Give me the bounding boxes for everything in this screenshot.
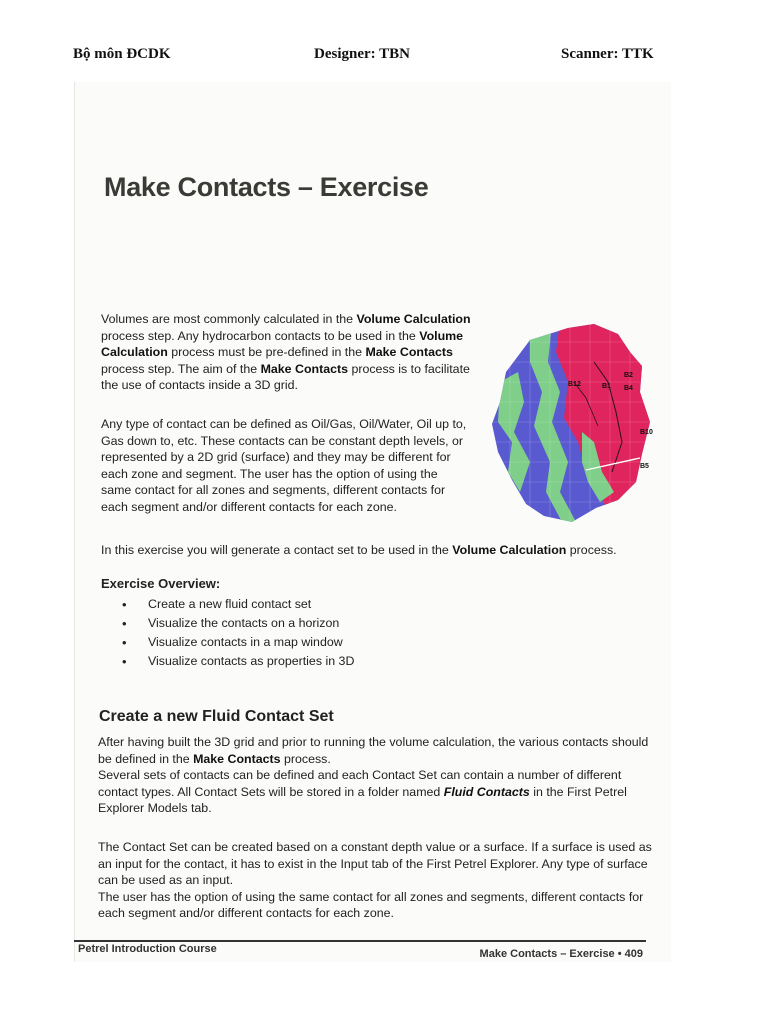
document-header (0, 46, 768, 66)
page-title: Make Contacts – Exercise (104, 172, 429, 202)
list-item: • Create a new fluid contact set (122, 595, 354, 614)
list-item: • Visualize contacts in a map window (122, 633, 354, 652)
footer-divider (74, 940, 646, 942)
exercise-overview-title: Exercise Overview: (101, 576, 221, 591)
intro-paragraph: Volumes are most commonly calculated in the Volume Calculation process step. Any hydrocarbon contacts to be used in the Volume Calculation process must be pre-defined in the Make Contacts process step. The aim of the Make Contacts process is to facilitate the use of contacts inside a 3D grid. (101, 312, 471, 392)
footer-course-title: Petrel Introduction Course (78, 943, 217, 955)
section-paragraph-1: After having built the 3D grid and prior to running the volume calculation, the various contacts should be defined in the Make Contacts process. Several sets of contacts can be defined and each Contact Set can contain a number of different contact types. All Contact Sets will be stored in a folder named Fluid Contacts in the First Petrel Explorer Models tab. (98, 735, 649, 815)
list-item: • Visualize the contacts on a horizon (122, 614, 354, 633)
scanned-page (74, 82, 671, 962)
exercise-overview-list (122, 595, 354, 671)
map-label-b12: B12 (568, 381, 581, 388)
exercise-intro-paragraph: In this exercise you will generate a contact set to be used in the Volume Calculation process. (101, 543, 617, 557)
contact-types-paragraph: Any type of contact can be defined as Oil/Gas, Oil/Water, Oil up to, Gas down to, etc. These contacts can be constant depth levels, or represented by a 2D grid (surface) and they may be different for each zone and segment. The user has the option of using the same contact for all zones and segments, different contacts for each segment and/or different contacts for each zone. (101, 417, 467, 514)
map-label-b1: B1 (602, 383, 611, 390)
map-label-b4: B4 (624, 385, 633, 392)
list-item: • Visualize contacts as properties in 3D (122, 652, 354, 671)
designer-label: Designer: TBN (314, 46, 410, 62)
map-label-b5: B5 (640, 463, 649, 470)
contact-map-image (490, 322, 658, 522)
section-paragraph-2: The Contact Set can be created based on a constant depth value or a surface. If a surface is used as an input for the contact, it has to exist in the Input tab of the First Petrel Explorer. Any type of surface can be used as an input. The user has the option of using the same contact for all zones and segments, different contacts for each segment and/or different contacts for each zone. (98, 840, 652, 920)
map-label-b2: B2 (624, 372, 633, 379)
section-title: Create a new Fluid Contact Set (99, 708, 334, 725)
scanner-label: Scanner: TTK (561, 46, 654, 62)
department-label: Bộ môn ĐCDK (73, 46, 171, 62)
map-label-b10: B10 (640, 429, 653, 436)
footer-page-reference: Make Contacts – Exercise • 409 (479, 948, 643, 960)
